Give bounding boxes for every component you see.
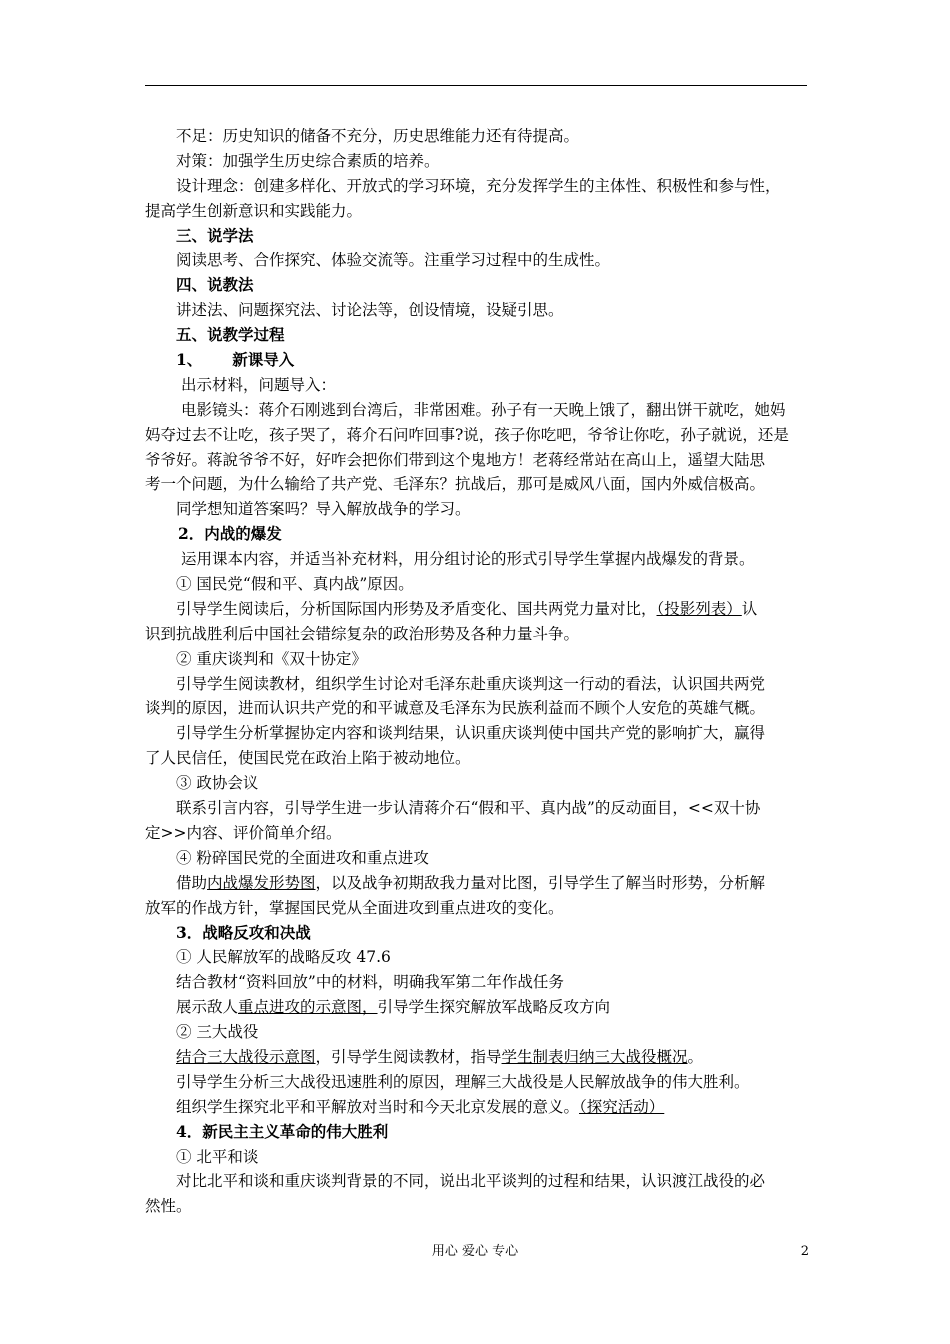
underlined-note: 重点进攻的示意图， xyxy=(238,998,378,1017)
subsection-heading xyxy=(145,348,807,373)
list-item: ① 国民党“假和平、真内战”原因。 xyxy=(176,575,414,594)
paragraph-line: 联系引言内容，引导学生进一步认清蒋介石“假和平、真内战”的反动面目，<<双十协 xyxy=(176,799,761,818)
paragraph-line: 爷爷好。蒋說爷爷不好，好咋会把你们带到这个鬼地方！老蒋经常站在高山上，遥望大陆思 xyxy=(145,450,766,469)
paragraph-line xyxy=(145,1095,807,1120)
paragraph-line: 同学想知道答案吗？导入解放战争的学习。 xyxy=(176,500,471,519)
text-span: 。 xyxy=(687,1047,704,1066)
list-item: ② 三大战役 xyxy=(176,1023,259,1042)
underlined-note: 内战爆发形势图 xyxy=(207,873,316,892)
paragraph-line xyxy=(145,1045,807,1070)
paragraph-line: 谈判的原因，进而认识共产党的和平诚意及毛泽东为民族利益而不顾个人安危的英雄气概。 xyxy=(145,699,766,718)
subsection-heading: 2．内战的爆发 xyxy=(178,524,282,544)
paragraph-line: 了人民信任，使国民党在政治上陷于被动地位。 xyxy=(145,749,471,768)
subsection-heading: 3．战略反攻和决战 xyxy=(176,922,311,942)
subsection-title: 新课导入 xyxy=(232,350,295,370)
paragraph-line: 对策：加强学生历史综合素质的培养。 xyxy=(176,151,440,170)
paragraph-line xyxy=(145,871,807,896)
paragraph-line: 识到抗战胜利后中国社会错综复杂的政治形势及各种力量斗争。 xyxy=(145,624,580,643)
underlined-note: （投影列表） xyxy=(656,599,742,618)
paragraph-line: 放军的作战方针，掌握国民党从全面进攻到重点进攻的变化。 xyxy=(145,898,564,917)
document-body xyxy=(145,124,807,1219)
paragraph-line: 结合教材“资料回放”中的材料，明确我军第二年作战任务 xyxy=(176,973,564,992)
text-span: 引导学生阅读后，分析国际国内形势及矛盾变化、国共两党力量对比， xyxy=(176,599,657,618)
subsection-number: 1、 xyxy=(176,350,203,370)
footer-motto: 用心 爱心 专心 xyxy=(431,1244,519,1259)
list-item: ③ 政协会议 xyxy=(176,774,259,793)
page-footer xyxy=(0,1240,950,1264)
paragraph-line: 设计理念：创建多样化、开放式的学习环境，充分发挥学生的主体性、积极性和参与性， xyxy=(176,176,781,195)
subsection-heading: 4．新民主主义革命的伟大胜利 xyxy=(176,1121,389,1141)
text-span: 组织学生探究北平和平解放对当时和今天北京发展的意义。 xyxy=(176,1097,580,1116)
list-item: ④ 粉碎国民党的全面进攻和重点进攻 xyxy=(176,848,429,867)
underlined-note: （探究活动） xyxy=(579,1097,665,1116)
list-item: ① 北平和谈 xyxy=(176,1147,259,1166)
section-heading: 三、说学法 xyxy=(176,225,254,245)
paragraph-line: 妈夺过去不让吃，孩子哭了，蒋介石问咋回事?说，孩子你吃吧，爷爷让你吃，孙子就说，还是 xyxy=(145,425,789,444)
paragraph-line: 提高学生创新意识和实践能力。 xyxy=(145,201,363,220)
paragraph-line: 引导学生分析三大战役迅速胜利的原因，理解三大战役是人民解放战争的伟大胜利。 xyxy=(176,1072,750,1091)
paragraph-line: 不足：历史知识的储备不充分，历史思维能力还有待提高。 xyxy=(176,127,580,145)
paragraph-line: 然性。 xyxy=(145,1197,192,1216)
paragraph-line: 讲述法、问题探究法、讨论法等，创设情境，设疑引思。 xyxy=(176,301,564,320)
section-heading: 四、说教法 xyxy=(176,275,254,295)
header-rule xyxy=(145,85,807,86)
list-item: ② 重庆谈判和《双十协定》 xyxy=(176,649,367,668)
paragraph-line: 电影镜头：蒋介石刚逃到台湾后，非常困难。孙子有一天晚上饿了，翻出饼干就吃，她妈 xyxy=(181,400,786,419)
text-span: ，以及战争初期敌我力量对比图，引导学生了解当时形势，分析解 xyxy=(315,873,766,892)
underlined-note: 学生制表归纳三大战役概况 xyxy=(501,1047,688,1066)
text-span: 展示敌人 xyxy=(176,998,239,1017)
text-span: 借助 xyxy=(176,873,208,892)
paragraph-line: 阅读思考、合作探究、体验交流等。注重学习过程中的生成性。 xyxy=(176,251,611,270)
paragraph-line: 运用课本内容，并适当补充材料，用分组讨论的形式引导学生掌握内战爆发的背景。 xyxy=(181,550,755,569)
paragraph-line: 考一个问题，为什么输给了共产党、毛泽东？抗战后，那可是威风八面，国内外威信极高。 xyxy=(145,475,766,494)
text-span: 引导学生探究解放军战略反攻方向 xyxy=(377,998,611,1017)
text-span: ，引导学生阅读教材，指导 xyxy=(315,1047,502,1066)
paragraph-line: 出示材料，问题导入： xyxy=(181,375,337,394)
paragraph-line: 定>>内容、评价简单介绍。 xyxy=(145,823,342,842)
paragraph-line: 引导学生阅读教材，组织学生讨论对毛泽东赴重庆谈判这一行动的看法，认识国共两党 xyxy=(176,674,766,693)
section-heading: 五、说教学过程 xyxy=(176,325,285,345)
page-number: 2 xyxy=(800,1244,809,1259)
paragraph-line: 引导学生分析掌握协定内容和谈判结果，认识重庆谈判使中国共产党的影响扩大，赢得 xyxy=(176,724,766,743)
underlined-note: 结合三大战役示意图 xyxy=(176,1047,316,1066)
paragraph-line xyxy=(145,597,807,622)
text-span: 认 xyxy=(741,599,758,618)
list-item: ① 人民解放军的战略反攻 47.6 xyxy=(176,948,391,967)
paragraph-line: 对比北平和谈和重庆谈判背景的不同，说出北平谈判的过程和结果，认识渡江战役的必 xyxy=(176,1172,766,1191)
paragraph-line xyxy=(145,995,807,1020)
